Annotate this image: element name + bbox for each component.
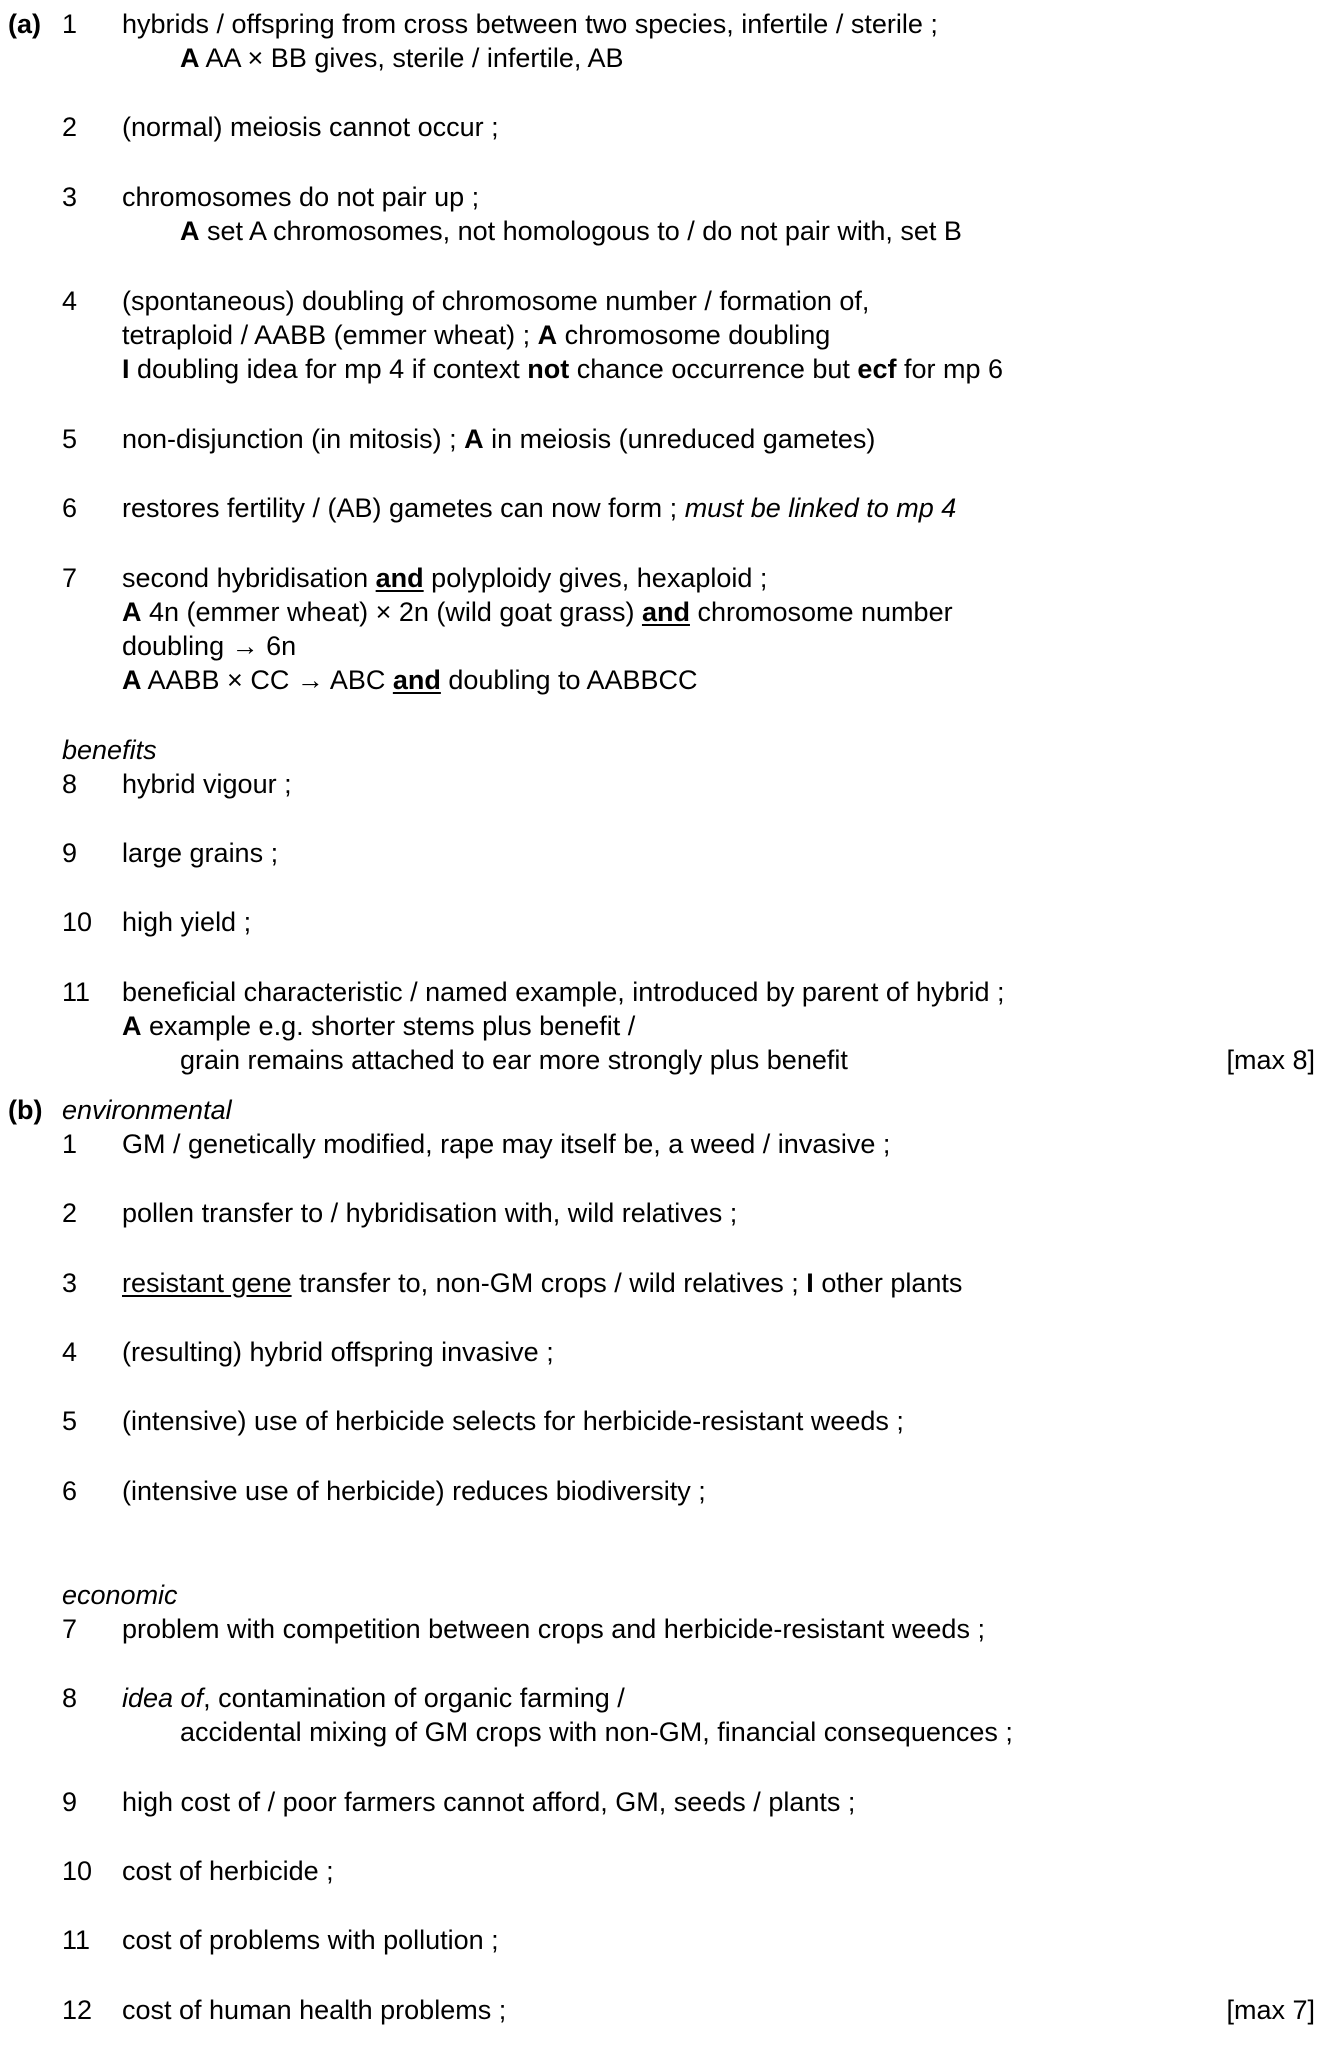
point-text: [122, 491, 956, 525]
point-text-part: doubling idea for mp 4 if context: [129, 354, 528, 384]
point-number: 3: [62, 1268, 78, 1298]
point-text: hybrid vigour ;: [122, 769, 292, 799]
point-text: [122, 1266, 962, 1300]
point-alt: [180, 214, 962, 248]
point-text: beneficial characteristic / named example, introduced by parent of hybrid ;: [122, 977, 1005, 1007]
point-text-part: in meiosis (unreduced gametes): [483, 424, 876, 454]
accept-marker: A: [180, 43, 200, 73]
accept-marker: A: [464, 424, 484, 454]
point-text-part: AABB × CC → ABC: [141, 665, 393, 695]
point-alt-text: AA × BB gives, sterile / infertile, AB: [199, 43, 624, 73]
economic-heading: economic: [62, 1580, 178, 1610]
point-text: hybrids / offspring from cross between two species, infertile / sterile ;: [122, 9, 938, 39]
point-text-line2: accidental mixing of GM crops with non-GM, financial consequences ;: [180, 1717, 1013, 1747]
point-number: 6: [62, 1476, 78, 1506]
point-number: 11: [62, 1925, 91, 1955]
point-text: [122, 1681, 625, 1715]
ignore-marker: I: [122, 354, 130, 384]
part-b-label: (b): [8, 1095, 43, 1125]
environmental-heading: environmental: [62, 1095, 232, 1125]
point-text-part: doubling to AABBCC: [440, 665, 698, 695]
point-text-line2: [122, 1009, 635, 1043]
point-number: 3: [62, 182, 78, 212]
point-alt: [180, 41, 623, 75]
accept-marker: A: [122, 665, 142, 695]
point-text-part: other plants: [813, 1268, 963, 1298]
point-alt-text: set A chromosomes, not homologous to / do not pair with, set B: [199, 216, 962, 246]
point-number: 6: [62, 493, 78, 523]
point-text: cost of problems with pollution ;: [122, 1925, 499, 1955]
point-text-line3: [122, 352, 1003, 386]
accept-marker: A: [122, 597, 142, 627]
point-number: 9: [62, 1787, 78, 1817]
point-text-part: chromosome number: [689, 597, 953, 627]
accept-marker: A: [122, 1011, 142, 1041]
point-number: 1: [62, 9, 78, 39]
point-text: high yield ;: [122, 907, 252, 937]
point-text-part: 4n (emmer wheat) × 2n (wild goat grass): [141, 597, 642, 627]
point-text-part: , contamination of organic farming /: [203, 1683, 625, 1713]
point-text-line3: grain remains attached to ear more strongly plus benefit: [180, 1045, 848, 1075]
emphasis-ecf: ecf: [857, 354, 897, 384]
point-number: 8: [62, 1683, 78, 1713]
accept-marker: A: [537, 320, 558, 350]
point-text: high cost of / poor farmers cannot afford, GM, seeds / plants ;: [122, 1787, 856, 1817]
point-note: must be linked to mp 4: [684, 493, 957, 523]
point-number: 9: [62, 838, 78, 868]
point-text: cost of human health problems ;: [122, 1995, 507, 2025]
point-text-part: transfer to, non-GM crops / wild relatives ;: [291, 1268, 807, 1298]
point-number: 7: [62, 1614, 78, 1644]
point-text-part: non-disjunction (in mitosis) ;: [122, 424, 465, 454]
point-number: 10: [62, 907, 93, 937]
point-text: (resulting) hybrid offspring invasive ;: [122, 1337, 554, 1367]
point-text: cost of herbicide ;: [122, 1856, 334, 1886]
point-number: 7: [62, 563, 78, 593]
point-number: 5: [62, 1406, 78, 1436]
point-number: 4: [62, 286, 78, 316]
point-text-part: restores fertility / (AB) gametes can now form ;: [122, 493, 685, 523]
point-number: 11: [62, 977, 91, 1007]
benefits-heading: benefits: [62, 735, 157, 765]
max-marks: [max 7]: [1226, 1995, 1315, 2025]
point-text: pollen transfer to / hybridisation with, wild relatives ;: [122, 1198, 738, 1228]
point-number: 1: [62, 1129, 78, 1159]
point-number: 2: [62, 1198, 78, 1228]
point-text-line2: [122, 595, 953, 629]
point-text-line2: [122, 318, 830, 352]
point-text-part: tetraploid / AABB (emmer wheat) ;: [122, 320, 538, 350]
emphasis-underline: resistant gene: [122, 1268, 292, 1298]
point-text: (spontaneous) doubling of chromosome number / formation of,: [122, 286, 870, 316]
emphasis-not: not: [527, 354, 570, 384]
point-text: (intensive) use of herbicide selects for herbicide-resistant weeds ;: [122, 1406, 904, 1436]
point-text-part: chromosome doubling: [557, 320, 831, 350]
point-text: chromosomes do not pair up ;: [122, 182, 480, 212]
point-text-line3: doubling → 6n: [122, 631, 297, 661]
emphasis-and: and: [375, 563, 424, 593]
accept-marker: A: [180, 216, 200, 246]
point-text-line4: [122, 663, 698, 697]
emphasis-and: and: [392, 665, 441, 695]
emphasis-and: and: [641, 597, 690, 627]
point-number: 12: [62, 1995, 93, 2025]
point-number: 5: [62, 424, 78, 454]
point-text-part: for mp 6: [896, 354, 1003, 384]
idea-of-note: idea of: [122, 1683, 204, 1713]
point-text: problem with competition between crops and herbicide-resistant weeds ;: [122, 1614, 985, 1644]
point-text-part: chance occurrence but: [569, 354, 858, 384]
point-number: 2: [62, 112, 78, 142]
point-text: [122, 422, 875, 456]
part-a-label: (a): [8, 9, 41, 39]
point-text: (intensive use of herbicide) reduces biodiversity ;: [122, 1476, 706, 1506]
point-text: large grains ;: [122, 838, 279, 868]
point-text: GM / genetically modified, rape may itself be, a weed / invasive ;: [122, 1129, 891, 1159]
ignore-marker: I: [806, 1268, 814, 1298]
point-number: 4: [62, 1337, 78, 1367]
point-text: (normal) meiosis cannot occur ;: [122, 112, 499, 142]
point-text: [122, 561, 767, 595]
point-text-part: second hybridisation: [122, 563, 376, 593]
point-number: 10: [62, 1856, 93, 1886]
point-text-part: polyploidy gives, hexaploid ;: [423, 563, 768, 593]
point-text-part: example e.g. shorter stems plus benefit /: [141, 1011, 636, 1041]
point-number: 8: [62, 769, 78, 799]
max-marks: [max 8]: [1226, 1045, 1315, 1075]
